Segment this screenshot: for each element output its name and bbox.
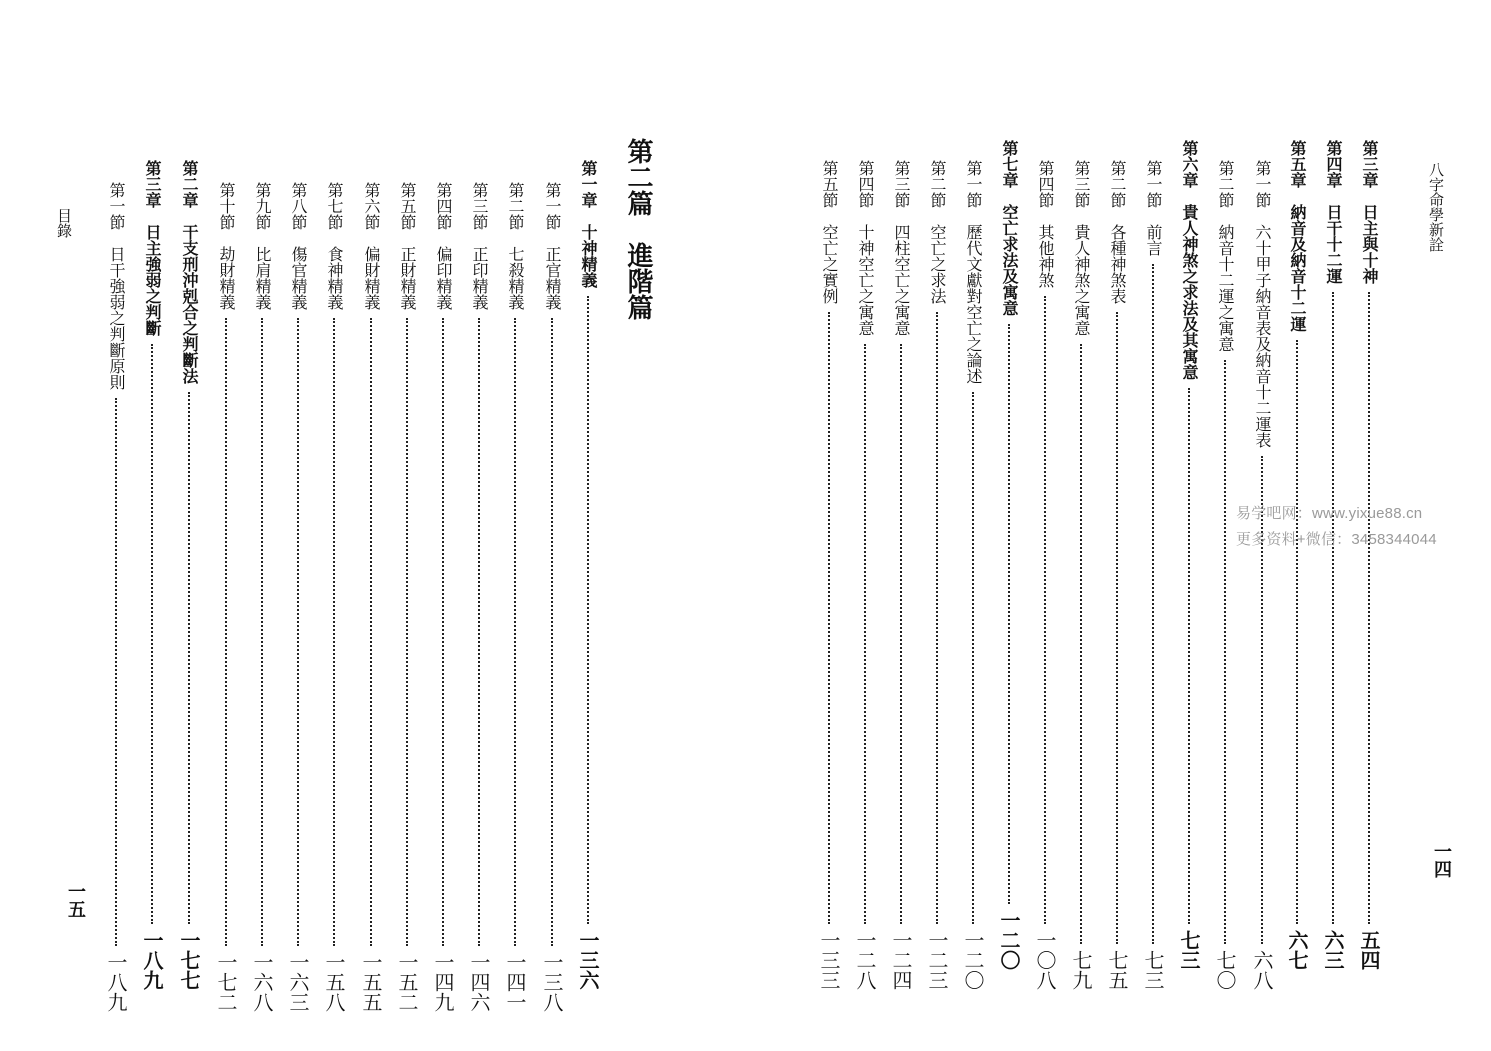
toc-entry [1071, 160, 1091, 990]
toc-page-number: 六八 [1250, 950, 1274, 990]
toc-page-number: 一二八 [853, 930, 877, 990]
toc-entry [433, 182, 453, 1012]
toc-label: 第五節 正財精義 [398, 182, 417, 310]
toc-page-number: 一三三 [817, 930, 841, 990]
toc-entry [179, 160, 199, 990]
dot-leader [1044, 296, 1046, 924]
toc-entry [1035, 160, 1055, 990]
toc-entry [252, 182, 272, 1012]
toc-label: 第二節 空亡之求法 [928, 160, 947, 304]
toc-entry [1143, 160, 1163, 990]
right-page-folio: 一四 [1431, 842, 1452, 878]
toc-page-number: 一三六 [576, 930, 600, 990]
dot-leader [1008, 324, 1010, 904]
toc-entry [1287, 140, 1307, 970]
toc-page-number: 六七 [1285, 930, 1309, 970]
toc-entry [361, 182, 381, 1012]
toc-label: 第二章 干支刑沖剋合之判斷法 [180, 160, 199, 384]
toc-label: 第四節 其他神煞 [1036, 160, 1055, 288]
toc-label: 第六章 貴人神煞之求法及其寓意 [1180, 140, 1199, 380]
toc-page-number: 一五五 [359, 952, 383, 1012]
toc-entry [216, 182, 236, 1012]
toc-entry [1215, 160, 1235, 990]
toc-page-number: 一三八 [540, 952, 564, 1012]
dot-leader [333, 318, 335, 946]
toc-page-number: 一七七 [177, 930, 201, 990]
toc-entry [1107, 160, 1127, 990]
dot-leader [115, 398, 117, 946]
toc-label: 第二節 納音十二運之寓意 [1216, 160, 1235, 352]
dot-leader [864, 344, 866, 924]
toc-entry [397, 182, 417, 1012]
toc-page-number: 七三 [1141, 950, 1165, 990]
dot-leader [828, 312, 830, 924]
watermark-line-1: 易学吧网：www.yixue88.cn [1236, 505, 1423, 522]
dot-leader [261, 318, 263, 946]
dot-leader [551, 318, 553, 946]
toc-label: 第一節 正官精義 [543, 182, 562, 310]
toc-entry [1252, 160, 1272, 990]
toc-page-number: 一五八 [322, 952, 346, 1012]
right-page-header: 八字命學新詮 [1427, 162, 1445, 252]
toc-label: 第四章 日干十二運 [1324, 140, 1343, 284]
toc-label: 第三節 四柱空亡之寓意 [892, 160, 911, 336]
toc-page-number: 一四六 [467, 952, 491, 1012]
left-page-folio: 一五 [65, 882, 86, 918]
left-page [0, 0, 745, 1051]
toc-label: 第四節 偏印精義 [434, 182, 453, 310]
toc-label: 第三章 日主強弱之判斷 [143, 160, 162, 336]
dot-leader [188, 392, 190, 924]
toc-label: 第三節 正印精義 [470, 182, 489, 310]
toc-page-number: 一八九 [140, 930, 164, 990]
dot-leader [972, 392, 974, 924]
dot-leader [1152, 264, 1154, 944]
dot-leader [1116, 312, 1118, 944]
toc-entry [963, 160, 983, 990]
toc-page-number: 七〇 [1213, 950, 1237, 990]
toc-page-number: 一二四 [889, 930, 913, 990]
toc-page-number: 一二三 [925, 930, 949, 990]
toc-label: 第一節 日干強弱之判斷原則 [107, 182, 126, 390]
toc-entry [324, 182, 344, 1012]
toc-label: 第一節 歷代文獻對空亡之論述 [964, 160, 983, 384]
dot-leader [370, 318, 372, 946]
toc-entry [999, 140, 1019, 970]
toc-page-number: 七九 [1069, 950, 1093, 990]
toc-entry [142, 160, 162, 990]
toc-label: 第四節 十神空亡之寓意 [856, 160, 875, 336]
dot-leader [1224, 360, 1226, 944]
toc-entry [927, 160, 947, 990]
toc-page-number: 一七二 [214, 952, 238, 1012]
toc-label: 第八節 傷官精義 [289, 182, 308, 310]
toc-entry [819, 160, 839, 990]
toc-page-number: 六三 [1321, 930, 1345, 970]
toc-label: 第三章 日主與十神 [1360, 140, 1379, 284]
dot-leader [514, 318, 516, 946]
toc-label: 第二節 七殺精義 [506, 182, 525, 310]
part-title: 第二篇 進階篇 [623, 138, 653, 320]
dot-leader [1080, 344, 1082, 944]
toc-label: 第七章 空亡求法及寓意 [1000, 140, 1019, 316]
toc-entry [891, 160, 911, 990]
toc-label: 第五章 納音及納音十二運 [1288, 140, 1307, 332]
toc-label: 第六節 偏財精義 [362, 182, 381, 310]
toc-label: 第三節 貴人神煞之寓意 [1072, 160, 1091, 336]
watermark-line-2: 更多资料+微信：3458344044 [1236, 531, 1437, 548]
dot-leader [1332, 292, 1334, 924]
dot-leader [478, 318, 480, 946]
toc-page-number: 一二〇 [997, 910, 1021, 970]
toc-label: 第五節 空亡之實例 [820, 160, 839, 304]
dot-leader [587, 296, 589, 924]
dot-leader [1368, 292, 1370, 924]
toc-entry [469, 182, 489, 1012]
toc-page-number: 一五二 [395, 952, 419, 1012]
dot-leader [225, 318, 227, 946]
toc-page-number: 一六三 [286, 952, 310, 1012]
dot-leader [900, 344, 902, 924]
dot-leader [151, 344, 153, 924]
dot-leader [442, 318, 444, 946]
dot-leader [297, 318, 299, 946]
toc-page-number: 五四 [1357, 930, 1381, 970]
toc-label: 第一節 六十甲子納音表及納音十二運表 [1253, 160, 1272, 448]
toc-label: 第一節 前言 [1144, 160, 1163, 256]
dot-leader [1188, 388, 1190, 924]
toc-entry [578, 160, 598, 990]
toc-page-number: 一六八 [250, 952, 274, 1012]
right-page [745, 0, 1491, 1051]
toc-label: 第七節 食神精義 [325, 182, 344, 310]
toc-entry [1359, 140, 1379, 970]
toc-page-number: 一二〇 [961, 930, 985, 990]
toc-page-number: 七三 [1177, 930, 1201, 970]
toc-entry [855, 160, 875, 990]
toc-page-number: 一八九 [104, 952, 128, 1012]
dot-leader [1296, 340, 1298, 924]
dot-leader [406, 318, 408, 946]
toc-entry [288, 182, 308, 1012]
toc-page-number: 一四九 [431, 952, 455, 1012]
toc-page-number: 一四一 [503, 952, 527, 1012]
dot-leader [936, 312, 938, 924]
toc-entry [1323, 140, 1343, 970]
toc-page-number: 七五 [1105, 950, 1129, 990]
toc-entry [1179, 140, 1199, 970]
toc-entry [505, 182, 525, 1012]
toc-label: 第一章 十神精義 [579, 160, 598, 288]
toc-entry [106, 182, 126, 1012]
toc-label: 第十節 劫財精義 [217, 182, 236, 310]
toc-label: 第九節 比肩精義 [253, 182, 272, 310]
left-page-header: 目錄 [55, 208, 73, 238]
toc-label: 第二節 各種神煞表 [1108, 160, 1127, 304]
toc-entry [542, 182, 562, 1012]
toc-page-number: 一〇八 [1033, 930, 1057, 990]
